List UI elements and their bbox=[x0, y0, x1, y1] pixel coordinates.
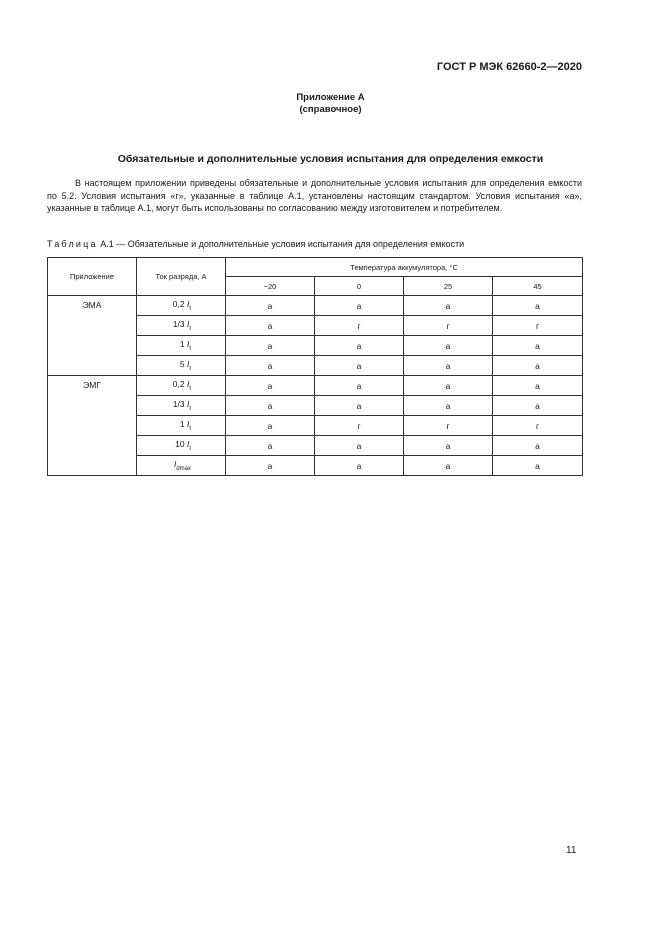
condition-cell: а bbox=[493, 356, 583, 376]
current-symbol: I bbox=[186, 359, 190, 369]
temperature-header-cell: 0 bbox=[315, 277, 404, 296]
current-coefficient: 0,2 bbox=[172, 379, 185, 389]
annex-subtitle: (справочное) bbox=[299, 104, 362, 115]
temperature-header-cell: 45 bbox=[493, 277, 583, 296]
condition-cell: а bbox=[404, 396, 493, 416]
page-number: 11 bbox=[566, 845, 577, 856]
condition-cell: а bbox=[226, 336, 315, 356]
table-row bbox=[48, 296, 583, 316]
current-symbol: I bbox=[186, 399, 190, 409]
current-subscript: t bbox=[189, 426, 191, 432]
current-subscript: t bbox=[189, 306, 191, 312]
condition-cell: а bbox=[315, 396, 404, 416]
current-symbol: I bbox=[173, 459, 177, 469]
current-subscript: t bbox=[189, 326, 191, 332]
condition-cell: а bbox=[226, 356, 315, 376]
condition-cell: а bbox=[226, 416, 315, 436]
discharge-current-cell bbox=[137, 336, 226, 356]
condition-cell: а bbox=[493, 296, 583, 316]
current-subscript: dmax bbox=[176, 466, 191, 472]
current-coefficient: 1/3 bbox=[172, 319, 185, 329]
col-application-header: Приложение bbox=[48, 258, 137, 296]
condition-cell: а bbox=[493, 376, 583, 396]
condition-cell: а bbox=[315, 356, 404, 376]
annex-title: Приложение А bbox=[296, 92, 365, 103]
condition-cell: а bbox=[226, 316, 315, 336]
condition-cell: а bbox=[315, 456, 404, 476]
table-row bbox=[48, 376, 583, 396]
annex-title-block bbox=[0, 92, 661, 116]
temperature-header-cell: 25 bbox=[404, 277, 493, 296]
discharge-current-cell bbox=[137, 396, 226, 416]
condition-cell: г bbox=[315, 316, 404, 336]
current-symbol: I bbox=[186, 319, 190, 329]
application-group-cell: ЭМГ bbox=[48, 376, 137, 476]
col-temperature-header: Температура аккумулятора, °С bbox=[226, 258, 583, 277]
discharge-current-cell bbox=[137, 416, 226, 436]
current-subscript: t bbox=[189, 366, 191, 372]
condition-cell: а bbox=[493, 336, 583, 356]
current-coefficient: 0,2 bbox=[172, 299, 185, 309]
condition-cell: а bbox=[226, 296, 315, 316]
col-current-header: Ток разряда, А bbox=[137, 258, 226, 296]
condition-cell: а bbox=[315, 336, 404, 356]
condition-cell: а bbox=[315, 376, 404, 396]
current-subscript: t bbox=[189, 406, 191, 412]
current-subscript: t bbox=[189, 446, 191, 452]
condition-cell: а bbox=[404, 376, 493, 396]
temperature-header-cell: −20 bbox=[226, 277, 315, 296]
standard-header: ГОСТ Р МЭК 62660-2—2020 bbox=[436, 61, 582, 73]
condition-cell: а bbox=[404, 296, 493, 316]
current-subscript: t bbox=[189, 386, 191, 392]
condition-cell: а bbox=[404, 356, 493, 376]
condition-cell: а bbox=[226, 396, 315, 416]
condition-cell: г bbox=[493, 416, 583, 436]
current-symbol: I bbox=[186, 379, 190, 389]
discharge-current-cell bbox=[137, 376, 226, 396]
intro-paragraph: В настоящем приложении приведены обязательные и дополнительные условия испытания для определения емкости по 5.2. Условия испытания «г», указанные в таблице А.1, установлены настоящим стандартом. Условия испытания «а», указанные в таблице А.1, могут быть использованы по согласованию между изготовителем и потребителем. bbox=[47, 178, 582, 213]
table-body bbox=[48, 296, 583, 476]
current-subscript: t bbox=[189, 346, 191, 352]
condition-cell: а bbox=[404, 436, 493, 456]
current-symbol: I bbox=[186, 419, 190, 429]
condition-cell: г bbox=[493, 316, 583, 336]
current-coefficient: 5 bbox=[179, 359, 185, 369]
table-caption-label: Таблица bbox=[47, 239, 98, 249]
condition-cell: а bbox=[226, 436, 315, 456]
condition-cell: а bbox=[404, 336, 493, 356]
current-coefficient: 1 bbox=[179, 419, 185, 429]
condition-cell: г bbox=[315, 416, 404, 436]
section-heading: Обязательные и дополнительные условия испытания для определения емкости bbox=[117, 153, 544, 165]
conditions-table bbox=[47, 257, 583, 476]
condition-cell: а bbox=[493, 456, 583, 476]
discharge-current-cell bbox=[137, 356, 226, 376]
discharge-current-cell bbox=[137, 316, 226, 336]
current-symbol: I bbox=[186, 439, 190, 449]
condition-cell: а bbox=[226, 456, 315, 476]
discharge-current-cell bbox=[137, 456, 226, 476]
condition-cell: а bbox=[315, 436, 404, 456]
current-coefficient: 10 bbox=[175, 439, 185, 449]
discharge-current-cell bbox=[137, 296, 226, 316]
current-symbol: I bbox=[186, 339, 190, 349]
table-caption bbox=[47, 239, 464, 249]
condition-cell: а bbox=[493, 396, 583, 416]
application-group-cell: ЭМА bbox=[48, 296, 137, 376]
condition-cell: а bbox=[226, 376, 315, 396]
condition-cell: а bbox=[404, 456, 493, 476]
current-coefficient: 1/3 bbox=[172, 399, 185, 409]
condition-cell: а bbox=[315, 296, 404, 316]
discharge-current-cell bbox=[137, 436, 226, 456]
condition-cell: г bbox=[404, 416, 493, 436]
current-symbol: I bbox=[186, 299, 190, 309]
table-caption-text: А.1 — Обязательные и дополнительные условия испытания для определения емкости bbox=[100, 239, 465, 249]
current-coefficient: 1 bbox=[179, 339, 185, 349]
condition-cell: а bbox=[493, 436, 583, 456]
condition-cell: г bbox=[404, 316, 493, 336]
